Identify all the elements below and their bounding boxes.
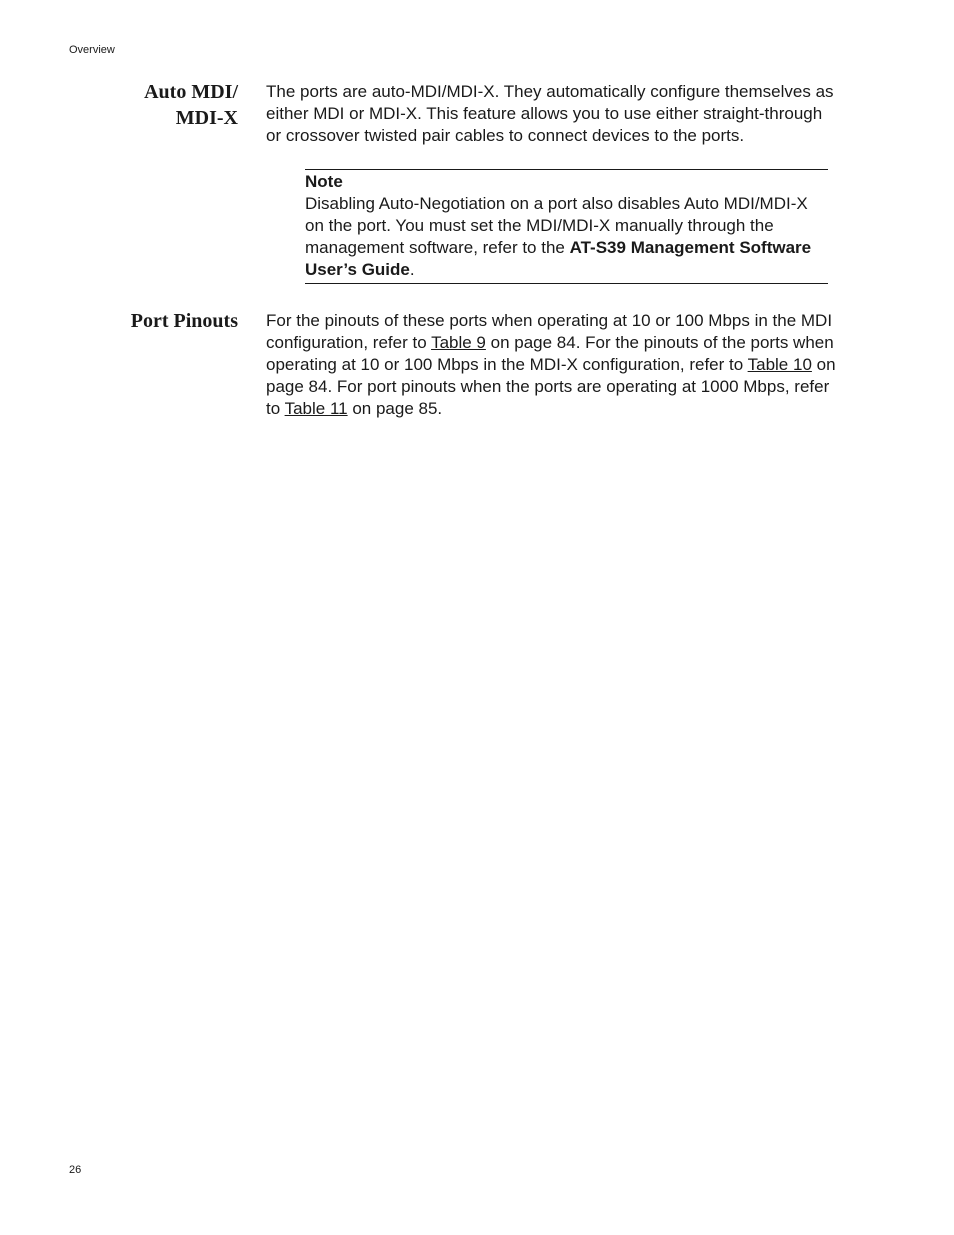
auto-mdi-heading	[38, 79, 238, 131]
port-pinouts-paragraph	[266, 310, 836, 420]
guide-title: AT-S39 Management Software User’s Guide	[305, 238, 812, 279]
auto-mdi-heading-line1: Auto MDI/	[144, 81, 238, 103]
port-pinouts-heading-text: Port Pinouts	[130, 310, 238, 332]
pinouts-text-2: on page 84. For the pinouts of the ports when operating at 10 or 100 Mbps in the MDI-X configuration, refer to	[266, 333, 834, 374]
note-text-end: .	[409, 260, 415, 279]
note-text	[305, 194, 811, 279]
pinouts-text-3: on page 84. For port pinouts when the ports are operating at 1000 Mbps, refer to	[266, 355, 836, 418]
page-number: 26	[69, 1164, 82, 1176]
note-text-start: Disabling Auto-Negotiation on a port also disables Auto MDI/MDI-X on the port. You must set the MDI/MDI-X manually through the management software, refer to the	[305, 194, 808, 257]
port-pinouts-heading	[38, 308, 238, 334]
table-11-link[interactable]: Table 11	[284, 399, 348, 418]
table-10-link[interactable]: Table 10	[747, 355, 812, 374]
note-box	[305, 169, 828, 284]
pinouts-text-1: For the pinouts of these ports when operating at 10 or 100 Mbps in the MDI configuration, refer to	[266, 311, 833, 352]
note-label: Note	[305, 172, 343, 191]
auto-mdi-heading-line2: MDI-X	[175, 107, 238, 129]
pinouts-text-4: on page 85.	[347, 399, 443, 418]
running-head: Overview	[69, 44, 115, 56]
table-9-link[interactable]: Table 9	[431, 333, 486, 352]
auto-mdi-paragraph: The ports are auto-MDI/MDI-X. They automatically configure themselves as either MDI or MDI-X. This feature allows you to use either straight-through or crossover twisted pair cables to connect devices to the ports.	[266, 82, 834, 145]
